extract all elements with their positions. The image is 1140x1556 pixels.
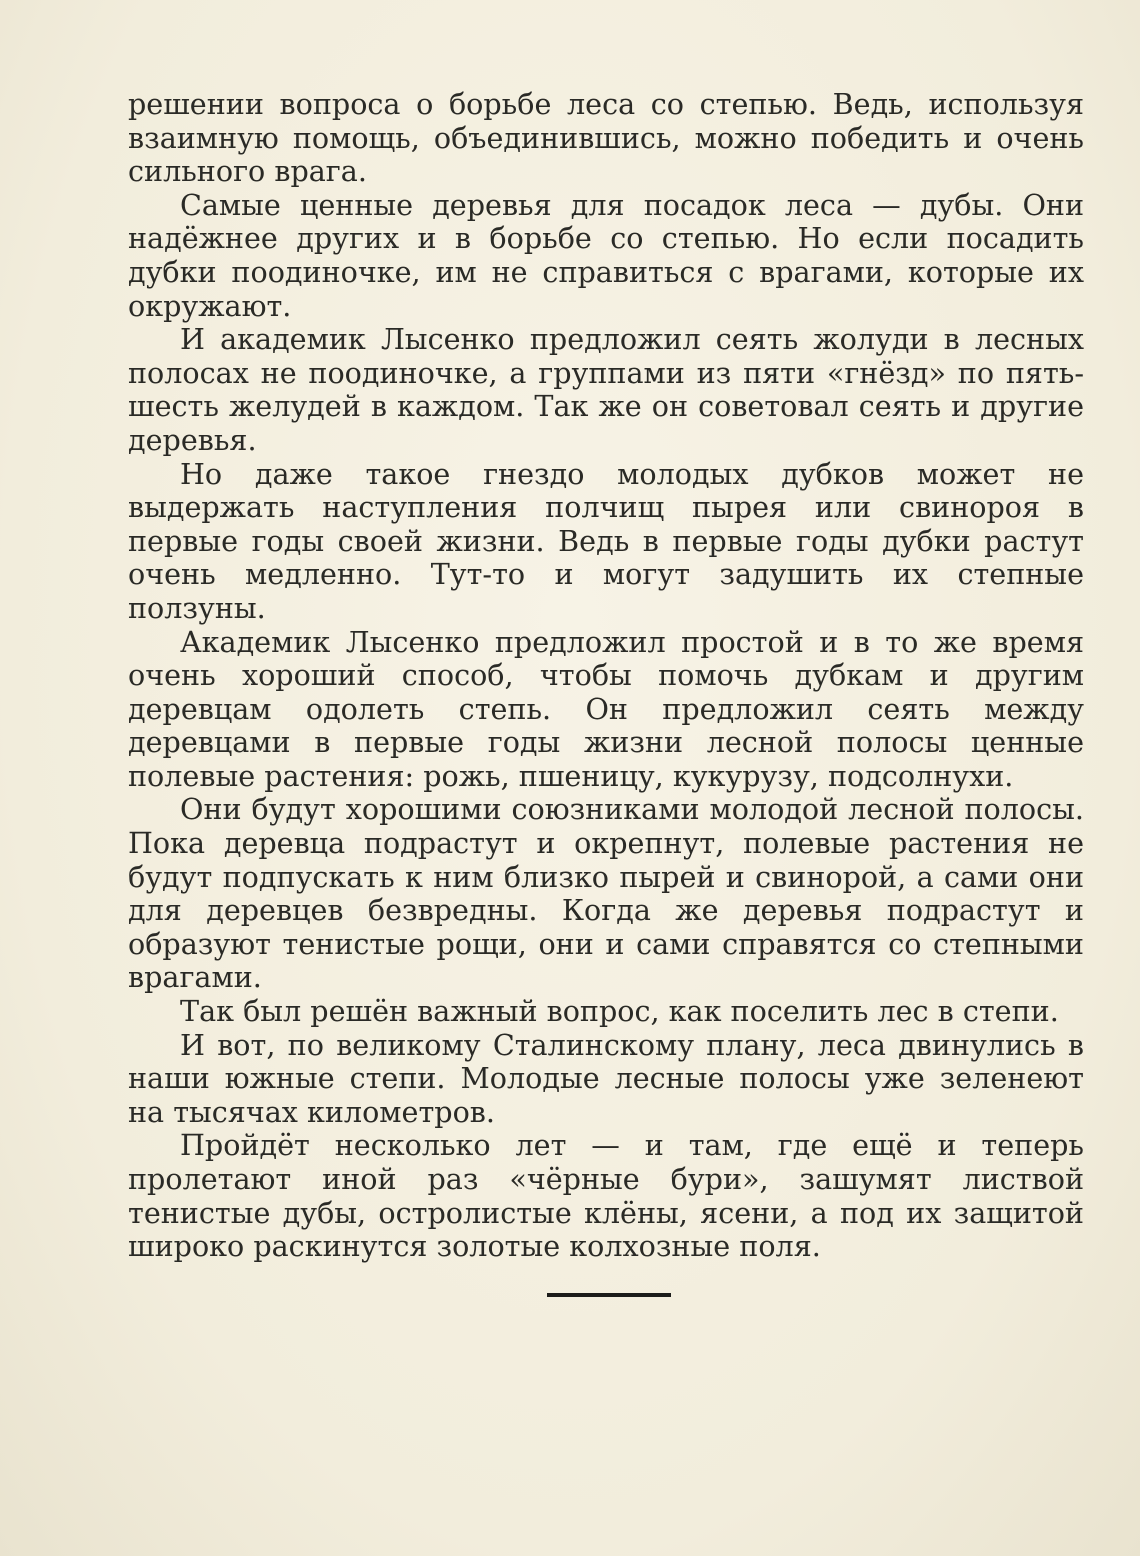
paragraph-9: Пройдёт несколько лет — и там, где ещё и теперь пролетают иной раз «чёрные бури», зашумят листвой тенистые дубы, остролистые клёны, ясени, а под их защитой широко раскинутся золотые колхозные поля. — [128, 1128, 1084, 1264]
paragraph-4: Но даже такое гнездо молодых дубков может не выдержать наступления полчищ пырея или свинороя в первые годы своей жизни. Ведь в первые годы дубки растут очень медленно. Тут-то и могут задушить их степные ползуны. — [128, 456, 1084, 625]
paragraph-3: И академик Лысенко предложил сеять жолуди в лесных полосах не поодиночке, а группами из пяти «гнёзд» по пять-шесть желудей в каждом. Так же он советовал сеять и другие деревья. — [128, 322, 1084, 457]
paragraph-2: Самые ценные деревья для посадок леса — дубы. Они надёжнее других и в борьбе со степью. Но если посадить дубки поодиночке, им не справиться с врагами, которые их окружают. — [128, 187, 1084, 323]
paragraph-5: Академик Лысенко предложил простой и в то же время очень хороший способ, чтобы помочь дубкам и другим деревцам одолеть степь. Он предложил сеять между деревцами в первые годы жизни лесной полосы ценные полевые растения: рожь, пшеницу, кукурузу, подсолнухи. — [128, 624, 1084, 793]
paragraph-6: Они будут хорошими союзниками молодой лесной полосы. Пока деревца подрастут и окрепнут, полевые растения не будут подпускать к ним близко пырей и свинорой, а сами они для деревцев безвредны. Когда же деревья подрастут и образуют тенистые рощи, они и сами справятся со степными врагами. — [128, 792, 1084, 995]
paragraph-7: Так был решён важный вопрос, как поселить лес в степи. — [180, 994, 1059, 1029]
paragraph-8: И вот, по великому Сталинскому плану, леса двинулись в наши южные степи. Молодые лесные полосы уже зеленеют на тысячах километров. — [128, 1027, 1084, 1129]
paragraph-1: решении вопроса о борьбе леса со степью. Ведь, используя взаимную помощь, объединившись, можно победить и очень сильного врага. — [128, 87, 1084, 189]
chapter-end-rule — [547, 1293, 671, 1297]
body-text — [128, 88, 1084, 1264]
